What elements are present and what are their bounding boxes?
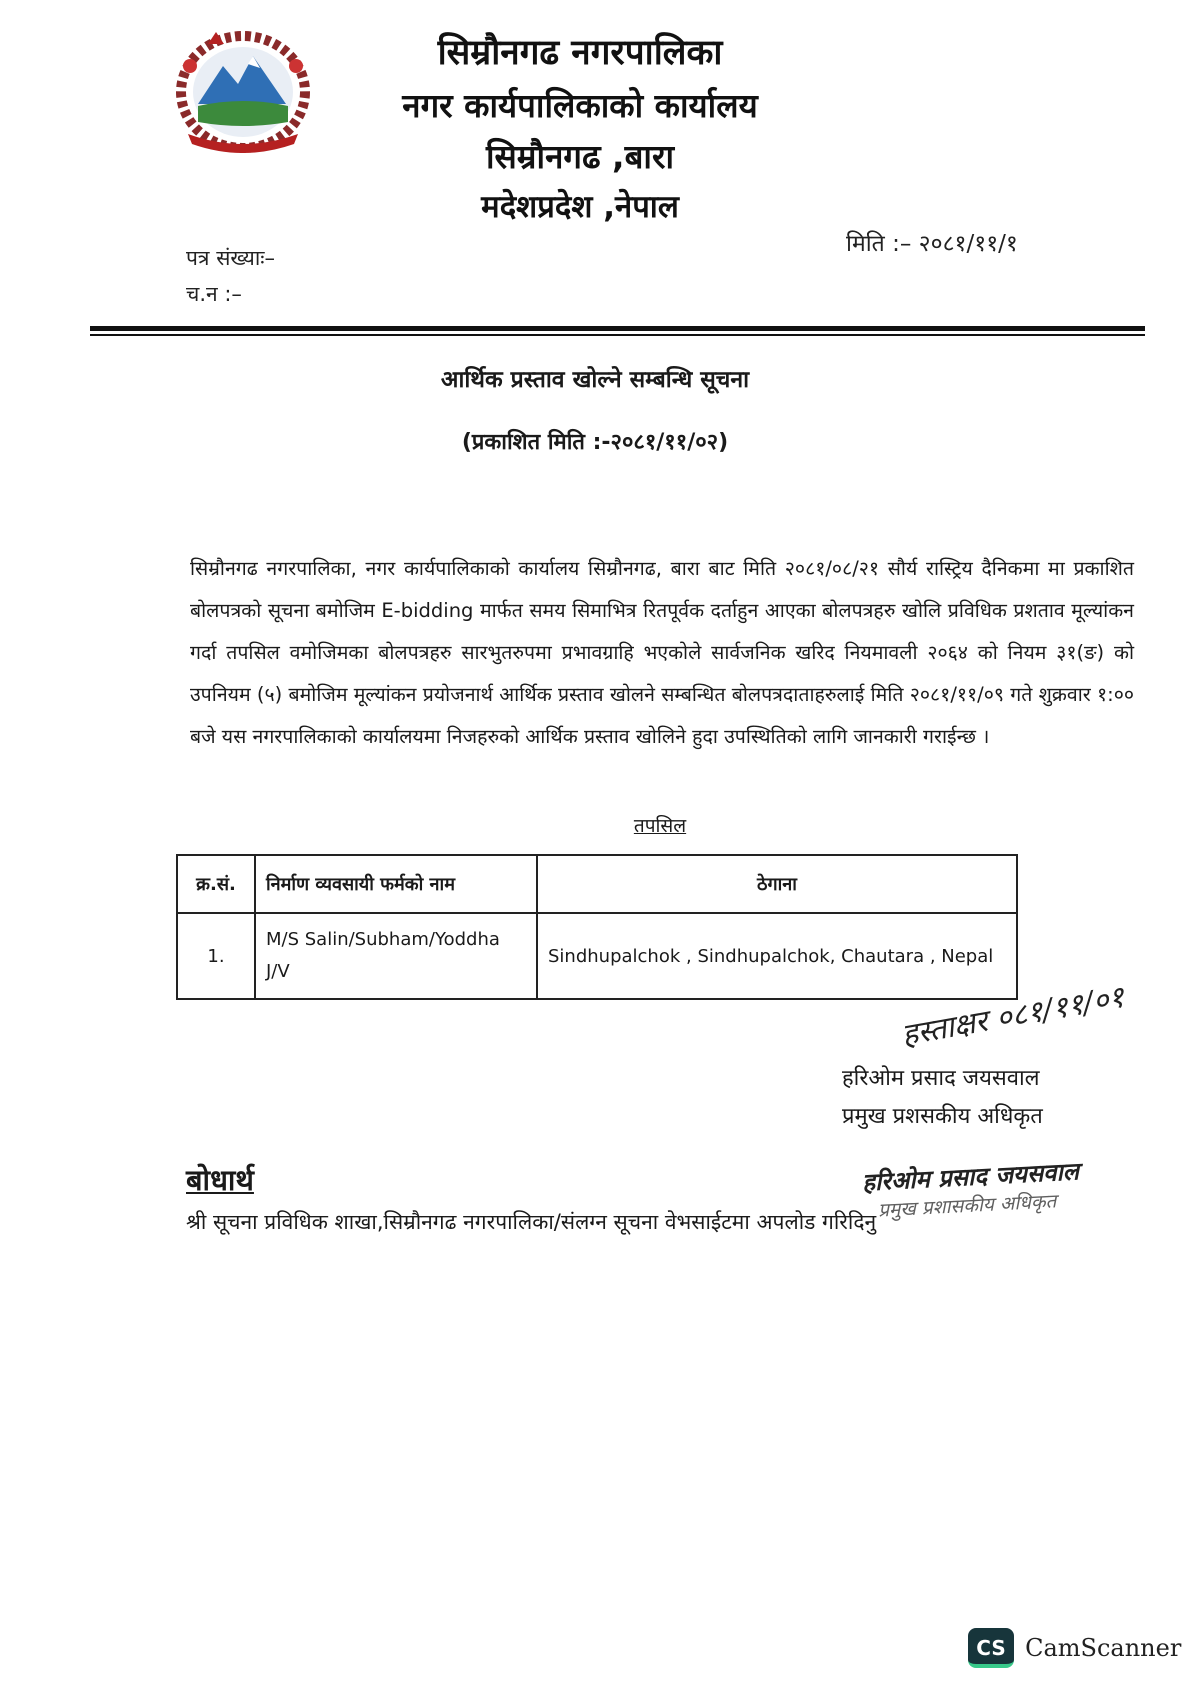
column-header-address: ठेगाना bbox=[537, 855, 1017, 913]
letter-number: पत्र संख्याः– bbox=[186, 246, 276, 270]
official-stamp-name: हरिओम प्रसाद जयसवाल bbox=[861, 1157, 1080, 1197]
bidder-table bbox=[176, 854, 1018, 1000]
municipality-name: सिम्रौनगढ नगरपालिका bbox=[437, 33, 723, 73]
office-location: सिम्रौनगढ ,बारा bbox=[485, 137, 675, 176]
cell-firm-name: M/S Salin/Subham/Yoddha J/V bbox=[255, 913, 537, 999]
notice-title: आर्थिक प्रस्ताव खोल्ने सम्बन्धि सूचना bbox=[440, 367, 750, 393]
province-country: मदेशप्रदेश ,नेपाल bbox=[481, 189, 679, 225]
dispatch-number: च.न :– bbox=[186, 282, 242, 306]
bodhartha-recipient: श्री सूचना प्रविधिक शाखा,सिम्रौनगढ नगरपालिका/संलग्न सूचना वेभसाईटमा अपलोड गरिदिनु bbox=[186, 1210, 877, 1234]
nepal-emblem-icon bbox=[168, 26, 318, 156]
tapsil-heading: तपसिल bbox=[633, 815, 687, 837]
table-header-row bbox=[177, 855, 1017, 913]
signatory-title: प्रमुख प्रशसकीय अधिकृत bbox=[842, 1104, 1043, 1129]
office-name: नगर कार्यपालिकाको कार्यालय bbox=[402, 86, 758, 125]
camscanner-brand: CamScanner bbox=[1025, 1634, 1182, 1662]
published-date: (प्रकाशित मिति :-२०८१/११/०२) bbox=[461, 430, 729, 455]
letter-date: मिति :– २०८१/११/१ bbox=[846, 231, 1018, 257]
official-stamp-title: प्रमुख प्रशासकीय अधिकृत bbox=[877, 1190, 1057, 1222]
cell-address: Sindhupalchok , Sindhupalchok, Chautara , Nepal bbox=[537, 913, 1017, 999]
column-header-firm: निर्माण व्यवसायी फर्मको नाम bbox=[255, 855, 537, 913]
camscanner-logo-icon: CS bbox=[968, 1628, 1014, 1668]
column-header-sn: क्र.सं. bbox=[177, 855, 255, 913]
camscanner-watermark bbox=[968, 1628, 1181, 1668]
notice-body: सिम्रौनगढ नगरपालिका, नगर कार्यपालिकाको कार्यालय सिम्रौनगढ, बारा बाट मिति २०८१/०८/२१ सौर्य रास्ट्रिय दैनिकमा मा प्रकाशित बोलपत्रको सूचना बमोजिम E-bidding मार्फत समय सिमाभित्र रितपूर्वक दर्ताहुन आएका बोलपत्रहरु खोलि प्रविधिक प्रशताव मूल्यांकन गर्दा तपसिल वमोजिमका बोलपत्रहरु सारभुतरुपमा प्रभावग्राहि भएकोले सार्वजनिक खरिद नियमावली २०६४ को नियम ३१(ङ) को उपनियम (५) बमोजिम मूल्यांकन प्रयोजनार्थ आर्थिक प्रस्ताव खोलने सम्बन्धित बोलपत्रदाताहरुलाई मिति २०८१/११/०९ गते शुक्रवार १:०० बजे यस नगरपालिकाको कार्यालयमा निजहरुको आर्थिक प्रस्ताव खोलिने हुदा उपस्थितिको लागि जानकारी गराईन्छ । bbox=[190, 557, 1134, 748]
header-divider bbox=[90, 326, 1145, 331]
handwritten-signature: हस्ताक्षर ०८१/११/०१ bbox=[899, 979, 1127, 1054]
header-divider-thin bbox=[90, 334, 1145, 336]
cell-sn: 1. bbox=[177, 913, 255, 999]
bodhartha-heading: बोधार्थ bbox=[186, 1163, 254, 1197]
table-row bbox=[177, 913, 1017, 999]
signatory-name: हरिओम प्रसाद जयसवाल bbox=[842, 1066, 1040, 1091]
